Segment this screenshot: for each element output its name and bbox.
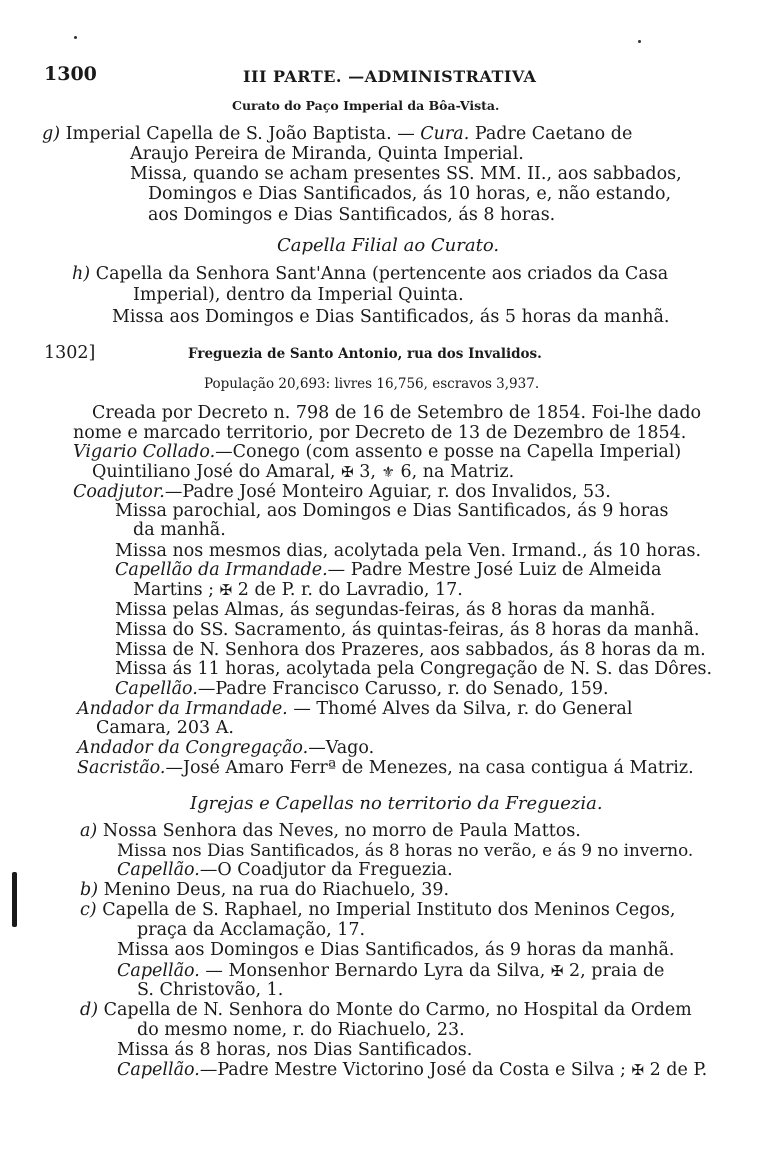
entry-a	[80, 821, 581, 842]
entry-text: 6, na Matriz.	[394, 462, 515, 482]
margin-mark	[12, 872, 17, 927]
entry-text: Nossa Senhora das Neves, no morro de Paula Mattos.	[102, 821, 581, 841]
andador-congregacao-entry	[77, 738, 374, 759]
text-line: Missa parochial, aos Domingos e Dias Santificados, ás 9 horas	[115, 501, 669, 521]
text-line: Missa de N. Senhora dos Prazeres, aos sabbados, ás 8 horas da m.	[115, 640, 706, 660]
entry-label: g)	[42, 124, 61, 144]
entry-text: Capella de S. Raphael, no Imperial Instituto dos Meninos Cegos,	[102, 900, 676, 920]
entry-text: Capella da Senhora Sant'Anna (pertencente aos criados da Casa	[95, 264, 669, 284]
capellao-irmandade-line2	[133, 580, 463, 601]
role-label: Capellão.	[115, 679, 198, 699]
entry-text: 2 de P.	[644, 1060, 708, 1080]
entry-text: Imperial Capella de S. João Baptista. —	[65, 124, 421, 144]
text-line: S. Christovão, 1.	[137, 980, 284, 1000]
role-label: Andador da Congregação.	[77, 738, 309, 758]
cross-icon: ✠	[341, 463, 354, 481]
entry-text: —José Amaro Ferrª de Menezes, na casa contigua á Matriz.	[165, 758, 694, 778]
capellao-entry	[117, 961, 664, 982]
entry-text: —Padre Francisco Carusso, r. do Senado, 159.	[197, 679, 609, 699]
capellao-entry	[117, 860, 453, 881]
vigario-line2	[92, 462, 514, 483]
entry-text: 2 de P. r. do Lavradio, 17.	[232, 580, 463, 600]
running-title: III PARTE. —ADMINISTRATIVA	[243, 67, 537, 86]
entry-g	[42, 124, 632, 145]
text-line: Missa do SS. Sacramento, ás quintas-feiras, ás 8 horas da manhã.	[115, 620, 700, 640]
section-title: Igrejas e Capellas no territorio da Freguezia.	[190, 793, 603, 814]
cross-icon: ✠	[550, 962, 564, 980]
cross-icon: ✠	[219, 581, 233, 599]
entry-text: —Padre Mestre Victorino José da Costa e Silva ;	[199, 1060, 632, 1080]
entry-text: —Vago.	[308, 738, 375, 758]
print-speck	[74, 36, 77, 39]
entry-text: —Conego (com assento e posse na Capella Imperial)	[215, 442, 682, 462]
text-line: Araujo Pereira de Miranda, Quinta Imperial.	[130, 144, 524, 164]
section-title: Capella Filial ao Curato.	[277, 235, 500, 256]
population: População 20,693: livres 16,756, escravos 3,937.	[204, 376, 540, 392]
role-label: Capellão.	[117, 1060, 200, 1080]
entry-text: 2, praia de	[563, 961, 665, 981]
role-label: Andador da Irmandade.	[77, 699, 288, 719]
text-line: da manhã.	[133, 520, 226, 540]
role-label: Coadjutor.	[73, 482, 165, 502]
entry-c	[80, 900, 675, 921]
capellao-irmandade-entry	[115, 560, 661, 581]
text-line: Missa aos Domingos e Dias Santificados, ás 5 horas da manhã.	[112, 307, 670, 327]
role-label: Capellão.	[117, 961, 200, 981]
text-line: Camara, 203 A.	[96, 718, 234, 738]
entry-label: a)	[80, 821, 98, 841]
entry-d	[80, 1000, 692, 1021]
entry-label: c)	[80, 900, 97, 920]
text-line: do mesmo nome, r. do Riachuelo, 23.	[137, 1020, 465, 1040]
andador-irmandade-entry	[77, 699, 632, 720]
role-label: Sacristão.	[77, 758, 166, 778]
text-line: Missa ás 8 horas, nos Dias Santificados.	[117, 1040, 473, 1060]
role-label: Cura.	[420, 124, 470, 144]
entry-h	[72, 264, 668, 285]
text-line: Domingos e Dias Santificados, ás 10 horas, e, não estando,	[148, 184, 672, 204]
entry-text: — Thomé Alves da Silva, r. do General	[287, 699, 633, 719]
entry-text: — Padre Mestre José Luiz de Almeida	[327, 560, 662, 580]
entry-text: Padre Caetano de	[469, 124, 633, 144]
entry-text: — Monsenhor Bernardo Lyra da Silva,	[199, 961, 551, 981]
entry-text: —O Coadjutor da Freguezia.	[199, 860, 453, 880]
entry-text: Martins ;	[133, 580, 220, 600]
print-speck	[638, 40, 641, 43]
entry-label: d)	[80, 1000, 99, 1020]
role-label: Capellão da Irmandade.	[115, 560, 328, 580]
text-line: Missa, quando se acham presentes SS. MM. II., aos sabbados,	[130, 164, 682, 184]
freguezia-title: Freguezia de Santo Antonio, rua dos Invalidos.	[188, 346, 542, 362]
curato-title: Curato do Paço Imperial da Bôa-Vista.	[232, 98, 500, 113]
text-line: Missa ás 11 horas, acolytada pela Congregação de N. S. das Dôres.	[115, 659, 713, 679]
cross-icon: ✠	[631, 1061, 645, 1079]
capellao-entry	[117, 1060, 707, 1081]
text-line: praça da Acclamação, 17.	[137, 920, 366, 940]
role-label: Vigario Collado.	[73, 442, 216, 462]
page-number: 1300	[44, 63, 97, 85]
text-line: Missa nos mesmos dias, acolytada pela Ven. Irmand., ás 10 horas.	[115, 541, 702, 561]
coadjutor-entry	[73, 482, 611, 503]
medal-icon: ⚜	[381, 463, 395, 481]
entry-text: —Padre José Monteiro Aguiar, r. dos Invalidos, 53.	[164, 482, 611, 502]
entry-text: Quintiliano José do Amaral,	[92, 462, 342, 482]
entry-number: 1302]	[44, 343, 96, 363]
text-line: Creada por Decreto n. 798 de 16 de Setembro de 1854. Foi-lhe dado	[92, 403, 702, 423]
text-line: aos Domingos e Dias Santificados, ás 8 horas.	[148, 205, 556, 225]
text-line: Missa aos Domingos e Dias Santificados, ás 9 horas da manhã.	[117, 940, 675, 960]
text-line: nome e marcado territorio, por Decreto de 13 de Dezembro de 1854.	[73, 423, 687, 443]
text-line: Missa nos Dias Santificados, ás 8 horas no verão, e ás 9 no inverno.	[117, 840, 694, 860]
entry-text: 3,	[353, 462, 382, 482]
entry-text: Menino Deus, na rua do Riachuelo, 39.	[103, 880, 450, 900]
sacristao-entry	[77, 758, 694, 779]
text-line: Imperial), dentro da Imperial Quinta.	[133, 285, 464, 305]
capellao-entry	[115, 679, 609, 700]
text-line: Missa pelas Almas, ás segundas-feiras, ás 8 horas da manhã.	[115, 600, 656, 620]
entry-b	[80, 880, 449, 901]
entry-label: h)	[72, 264, 91, 284]
entry-text: Capella de N. Senhora do Monte do Carmo, no Hospital da Ordem	[103, 1000, 692, 1020]
entry-label: b)	[80, 880, 99, 900]
role-label: Capellão.	[117, 860, 200, 880]
vigario-entry	[73, 442, 681, 463]
